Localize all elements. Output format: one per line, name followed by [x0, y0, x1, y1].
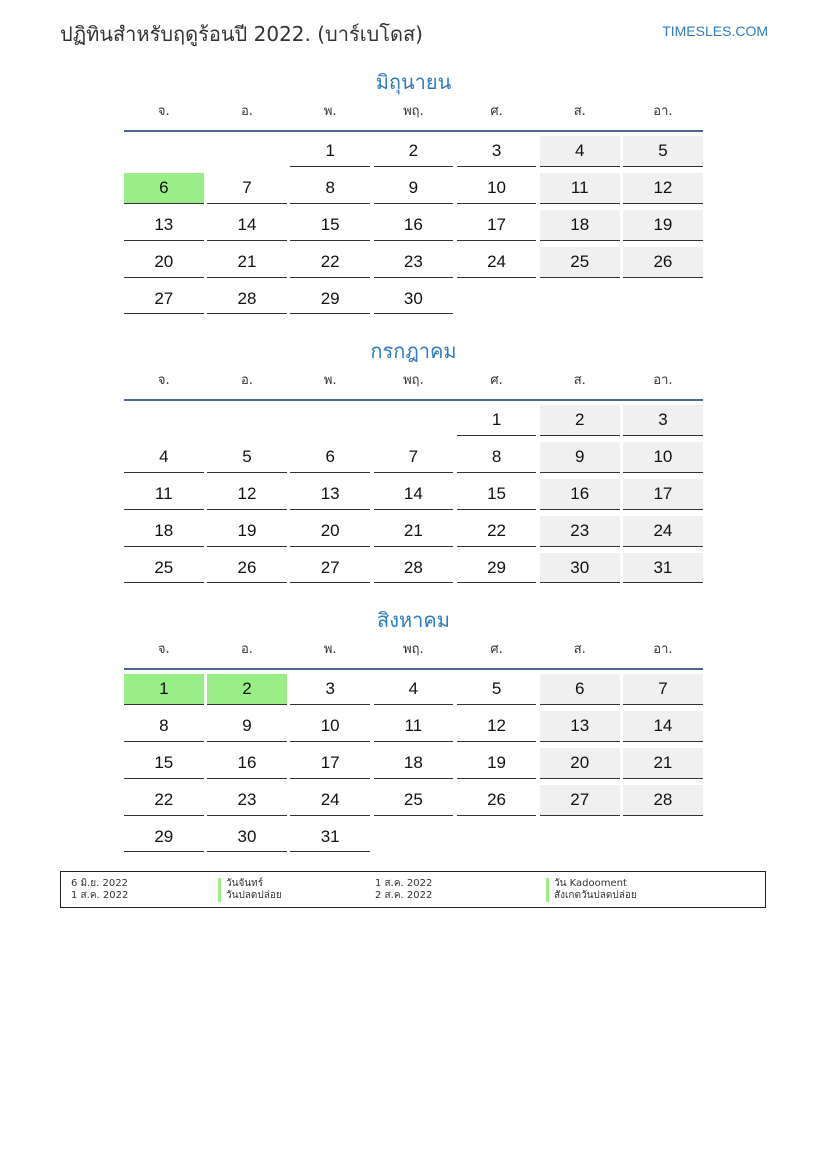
day-cell: 19	[207, 516, 287, 547]
weekday-label: ส.	[573, 642, 586, 657]
day-cell: 2	[207, 674, 287, 705]
day-cell: 19	[623, 210, 703, 241]
day-cell: 2	[374, 136, 454, 167]
day-cell: 4	[124, 442, 204, 473]
day-cell: 29	[290, 284, 370, 315]
day-cell: 21	[623, 748, 703, 779]
day-cell: 27	[540, 785, 620, 816]
day-cell: 14	[374, 479, 454, 510]
day-cell: 25	[540, 247, 620, 278]
legend-date: 1 ส.ค. 2022	[71, 890, 129, 901]
day-cell: 17	[290, 748, 370, 779]
empty-day-cell	[374, 405, 454, 435]
weekday-label: ศ.	[490, 104, 503, 119]
day-cell: 14	[207, 210, 287, 241]
day-cell: 13	[124, 210, 204, 241]
day-cell: 30	[207, 822, 287, 853]
day-cell: 15	[290, 210, 370, 241]
day-cell: 8	[124, 711, 204, 742]
day-cell: 24	[290, 785, 370, 816]
day-cell: 10	[290, 711, 370, 742]
weekday-label: ส.	[573, 104, 586, 119]
day-cell: 30	[540, 553, 620, 584]
day-cell: 1	[457, 405, 537, 436]
day-cell: 23	[540, 516, 620, 547]
weekday-label: จ.	[157, 373, 170, 388]
weekday-label: พฤ.	[403, 104, 424, 119]
day-cell: 16	[374, 210, 454, 241]
days-grid	[124, 674, 703, 858]
weekday-label: พ.	[323, 104, 337, 119]
day-cell: 12	[623, 173, 703, 204]
weekday-label: จ.	[157, 642, 170, 657]
day-cell: 2	[540, 405, 620, 436]
days-grid	[124, 405, 703, 589]
day-cell: 12	[457, 711, 537, 742]
day-cell: 17	[623, 479, 703, 510]
day-cell: 9	[540, 442, 620, 473]
day-cell: 15	[457, 479, 537, 510]
month-august	[124, 605, 703, 858]
legend-holiday-name: วัน Kadooment	[546, 878, 627, 890]
day-cell: 29	[124, 822, 204, 853]
day-cell: 8	[290, 173, 370, 204]
day-cell: 5	[457, 674, 537, 705]
legend-date: 1 ส.ค. 2022	[375, 878, 433, 889]
day-cell: 3	[623, 405, 703, 436]
empty-day-cell	[207, 405, 287, 435]
day-cell: 21	[207, 247, 287, 278]
day-cell: 4	[540, 136, 620, 167]
month-title: มิถุนายน	[375, 70, 452, 94]
day-cell: 3	[457, 136, 537, 167]
day-cell: 28	[374, 553, 454, 584]
day-cell: 26	[623, 247, 703, 278]
day-cell: 7	[207, 173, 287, 204]
day-cell: 5	[623, 136, 703, 167]
day-cell: 8	[457, 442, 537, 473]
day-cell: 6	[124, 173, 204, 204]
day-cell: 12	[207, 479, 287, 510]
day-cell: 11	[540, 173, 620, 204]
day-cell: 24	[623, 516, 703, 547]
weekday-label: พฤ.	[403, 373, 424, 388]
day-cell: 24	[457, 247, 537, 278]
day-cell: 7	[623, 674, 703, 705]
day-cell: 27	[124, 284, 204, 315]
empty-day-cell	[207, 136, 287, 166]
weekday-label: พ.	[323, 373, 337, 388]
legend-holiday-name: วันปลดปล่อย	[218, 890, 282, 902]
legend-holiday-name: สังเกตวันปลดปล่อย	[546, 890, 637, 902]
weekday-label: อา.	[653, 104, 673, 119]
day-cell: 18	[124, 516, 204, 547]
weekday-label: จ.	[157, 104, 170, 119]
weekday-label: ศ.	[490, 642, 503, 657]
month-title: สิงหาคม	[377, 608, 450, 632]
day-cell: 23	[207, 785, 287, 816]
day-cell: 30	[374, 284, 454, 315]
day-cell: 26	[457, 785, 537, 816]
day-cell: 27	[290, 553, 370, 584]
month-title: กรกฎาคม	[370, 339, 457, 363]
day-cell: 5	[207, 442, 287, 473]
day-cell: 10	[623, 442, 703, 473]
day-cell: 15	[124, 748, 204, 779]
empty-day-cell	[124, 405, 204, 435]
day-cell: 10	[457, 173, 537, 204]
day-cell: 23	[374, 247, 454, 278]
site-link[interactable]: TIMESLES.COM	[662, 23, 768, 39]
day-cell: 6	[540, 674, 620, 705]
day-cell: 31	[290, 822, 370, 853]
day-cell: 16	[207, 748, 287, 779]
day-cell: 19	[457, 748, 537, 779]
weekday-label: ส.	[573, 373, 586, 388]
day-cell: 6	[290, 442, 370, 473]
weekday-label: อา.	[653, 373, 673, 388]
legend-date: 6 มิ.ย. 2022	[71, 878, 128, 889]
day-cell: 9	[374, 173, 454, 204]
day-cell: 9	[207, 711, 287, 742]
holiday-legend	[60, 871, 766, 908]
day-cell: 25	[124, 553, 204, 584]
day-cell: 21	[374, 516, 454, 547]
day-cell: 22	[457, 516, 537, 547]
weekday-label: อ.	[241, 104, 253, 119]
weekday-label: ศ.	[490, 373, 503, 388]
day-cell: 11	[374, 711, 454, 742]
day-cell: 25	[374, 785, 454, 816]
empty-day-cell	[124, 136, 204, 166]
day-cell: 3	[290, 674, 370, 705]
day-cell: 1	[124, 674, 204, 705]
legend-holiday-name: วันจันทร์	[218, 878, 263, 890]
weekday-header	[124, 100, 703, 132]
day-cell: 29	[457, 553, 537, 584]
weekday-header	[124, 369, 703, 401]
day-cell: 18	[374, 748, 454, 779]
day-cell: 14	[623, 711, 703, 742]
weekday-header	[124, 638, 703, 670]
legend-date: 2 ส.ค. 2022	[375, 890, 433, 901]
day-cell: 22	[124, 785, 204, 816]
day-cell: 20	[124, 247, 204, 278]
day-cell: 11	[124, 479, 204, 510]
day-cell: 1	[290, 136, 370, 167]
day-cell: 17	[457, 210, 537, 241]
page-title: ปฏิทินสำหรับฤดูร้อนปี 2022. (บาร์เบโดส)	[60, 22, 423, 46]
day-cell: 18	[540, 210, 620, 241]
weekday-label: อ.	[241, 373, 253, 388]
day-cell: 28	[207, 284, 287, 315]
day-cell: 13	[540, 711, 620, 742]
weekday-label: พ.	[323, 642, 337, 657]
day-cell: 22	[290, 247, 370, 278]
day-cell: 16	[540, 479, 620, 510]
day-cell: 20	[540, 748, 620, 779]
day-cell: 20	[290, 516, 370, 547]
day-cell: 13	[290, 479, 370, 510]
month-june	[124, 67, 703, 320]
month-july	[124, 336, 703, 589]
days-grid	[124, 136, 703, 320]
day-cell: 4	[374, 674, 454, 705]
weekday-label: พฤ.	[403, 642, 424, 657]
weekday-label: อา.	[653, 642, 673, 657]
day-cell: 26	[207, 553, 287, 584]
weekday-label: อ.	[241, 642, 253, 657]
day-cell: 28	[623, 785, 703, 816]
empty-day-cell	[290, 405, 370, 435]
day-cell: 31	[623, 553, 703, 584]
day-cell: 7	[374, 442, 454, 473]
